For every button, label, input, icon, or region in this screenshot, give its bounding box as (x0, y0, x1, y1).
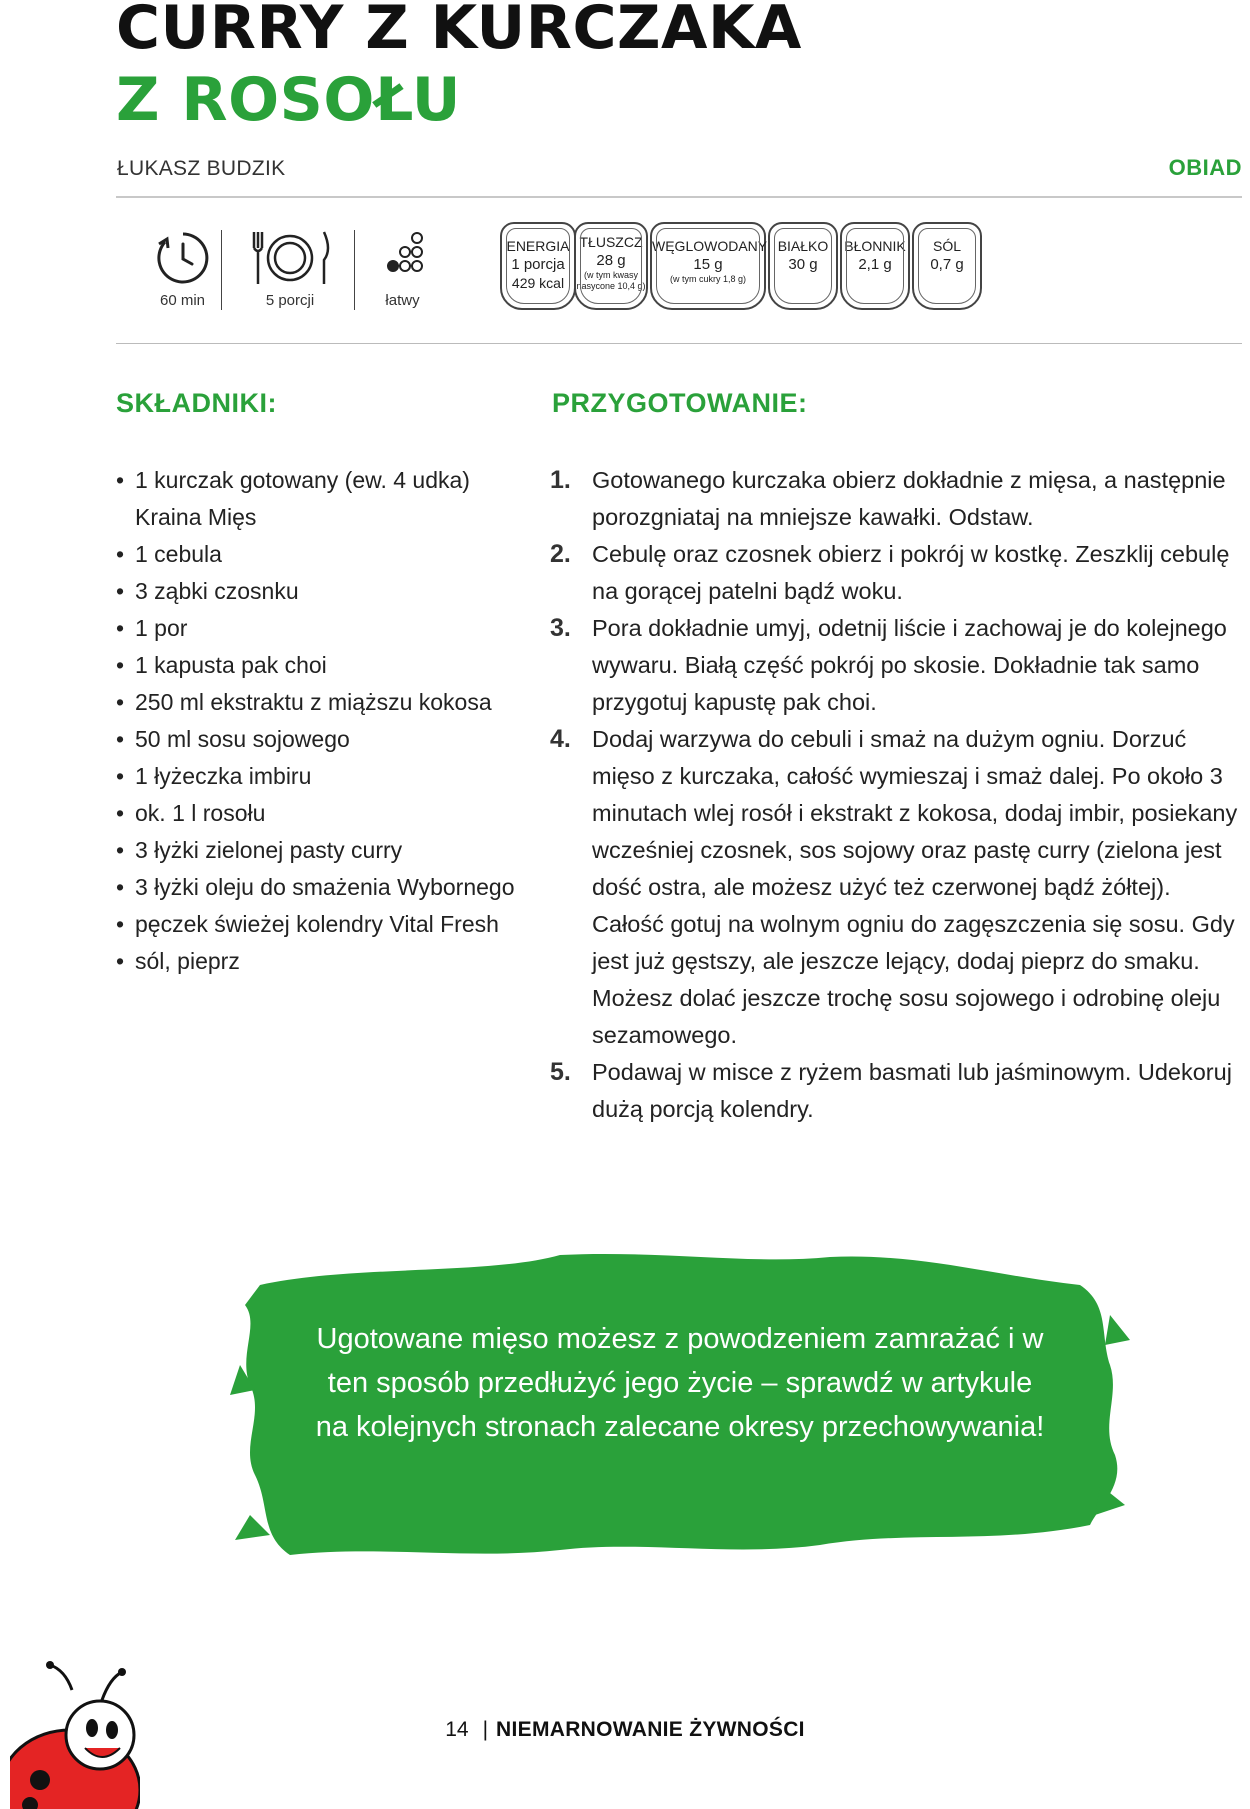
section-name: NIEMARNOWANIE ŻYWNOŚCI (496, 1718, 805, 1741)
nutrition-label: TŁUSZCZ (579, 234, 643, 250)
nutrition-label: BIAŁKO (777, 238, 829, 254)
servings-label: 5 porcji (265, 292, 315, 309)
list-item: • 1 łyżeczka imbiru (116, 758, 536, 795)
tip-box (230, 1245, 1130, 1565)
nutrition-sub: (w tym cukry 1,8 g) (669, 274, 746, 284)
nutrition-energy (500, 222, 576, 310)
step-number: 4. (550, 725, 571, 753)
preparation-steps (550, 462, 1240, 1128)
meta-divider (116, 343, 1242, 344)
step-item (550, 536, 1240, 610)
step-item (550, 462, 1240, 536)
step-text: Gotowanego kurczaka obierz dokładnie z mięsa, a następnie porozgniataj na mniejsze kawałki. Odstaw. (592, 467, 1226, 530)
step-text: Dodaj warzywa do cebuli i smaż na dużym ogniu. Dorzuć mięso z kurczaka, całość wymieszaj i smaż dalej. Po około 3 minutach wlej rosół i ekstrakt z kokosa, dodaj imbir, posiekany wcześniej czosnek, sos sojowy oraz pastę curry (zielona jest dość ostra, ale możesz użyć też czerwonej bądź żółtej). Całość gotuj na wolnym ogniu do zagęszczenia się sosu. Gdy jest już gęstszy, ale jeszcze lejący, dodaj pieprz do smaku. Możesz dolać jeszcze trochę sosu sojowego i odrobinę oleju sezamowego. (592, 726, 1238, 1048)
step-item (550, 1054, 1240, 1128)
preparation-heading: PRZYGOTOWANIE: (552, 388, 808, 418)
meta-separator (354, 230, 355, 310)
nutrition-value: 15 g (693, 256, 723, 273)
list-item: • 3 ząbki czosnku (116, 573, 536, 610)
step-number: 3. (550, 614, 571, 642)
step-item (550, 721, 1240, 1054)
page-footer (0, 1718, 1250, 1742)
recipe-author: ŁUKASZ BUDZIK (117, 157, 286, 180)
difficulty-dots-icon (379, 230, 427, 286)
nutrition-sub: (w tym kwasy nasycone 10,4 g) (576, 270, 646, 291)
ingredients-list (116, 462, 536, 980)
nutrition-carbs (650, 222, 766, 310)
difficulty-meta (370, 230, 435, 309)
recipe-title (116, 0, 802, 136)
step-number: 1. (550, 466, 571, 494)
top-divider (116, 196, 1242, 198)
step-text: Cebulę oraz czosnek obierz i pokrój w kostkę. Zeszklij cebulę na gorącej patelni bądź woku. (592, 541, 1230, 604)
servings-meta (240, 230, 340, 309)
nutrition-label: ENERGIA (506, 238, 570, 254)
step-number: 5. (550, 1058, 571, 1086)
list-item: • sól, pieprz (116, 943, 536, 980)
nutrition-protein (768, 222, 838, 310)
list-item: • 1 kapusta pak choi (116, 647, 536, 684)
nutrition-value: 2,1 g (858, 256, 892, 273)
nutrition-salt (912, 222, 982, 310)
nutrition-label: BŁONNIK (844, 238, 906, 254)
nutrition-value: 30 g (788, 256, 818, 273)
nutrition-fiber (840, 222, 910, 310)
list-item: • 1 cebula (116, 536, 536, 573)
nutrition-value: 28 g (596, 252, 626, 269)
nutrition-value: 0,7 g (930, 256, 964, 273)
step-item (550, 610, 1240, 721)
list-item: • 3 łyżki zielonej pasty curry (116, 832, 536, 869)
tip-text: Ugotowane mięso możesz z powodzeniem zamrażać i w ten sposób przedłużyć jego życie – sprawdź w artykule na kolejnych stronach zalecane okresy przechowywania! (315, 1323, 1045, 1443)
footer-separator: | (482, 1718, 489, 1741)
plate-cutlery-icon (248, 230, 332, 286)
step-number: 2. (550, 540, 571, 568)
nutrition-value: 1 porcja (511, 256, 565, 273)
recipe-title-line2: Z ROSOŁU (116, 65, 461, 135)
list-item: • pęczek świeżej kolendry Vital Fresh (116, 906, 536, 943)
ingredients-heading: SKŁADNIKI: (116, 388, 277, 418)
list-item: • 50 ml sosu sojowego (116, 721, 536, 758)
list-item: • 1 por (116, 610, 536, 647)
page-number: 14 (445, 1718, 469, 1741)
nutrition-sub: 429 kcal (511, 275, 565, 291)
difficulty-label: łatwy (385, 292, 420, 309)
recipe-title-line1: CURRY Z KURCZAKA (116, 0, 802, 63)
step-text: Pora dokładnie umyj, odetnij liście i zachowaj je do kolejnego wywaru. Białą część pokrój po skosie. Dokładnie tak samo przygotuj kapustę pak choi. (592, 615, 1227, 715)
time-label: 60 min (159, 292, 206, 309)
list-item: • 1 kurczak gotowany (ew. 4 udka) Kraina Mięs (116, 462, 536, 536)
nutrition-label: WĘGLOWODANY (652, 238, 768, 254)
nutrition-label: SÓL (932, 238, 961, 254)
recipe-category: OBIAD (1168, 155, 1242, 180)
list-item: • ok. 1 l rosołu (116, 795, 536, 832)
clock-icon (155, 230, 211, 286)
step-text: Podawaj w misce z ryżem basmati lub jaśminowym. Udekoruj dużą porcją kolendry. (592, 1059, 1232, 1122)
time-meta (140, 230, 225, 309)
list-item: • 3 łyżki oleju do smażenia Wybornego (116, 869, 536, 906)
nutrition-fat (574, 222, 648, 310)
list-item: • 250 ml ekstraktu z miąższu kokosa (116, 684, 536, 721)
meta-separator (221, 230, 222, 310)
